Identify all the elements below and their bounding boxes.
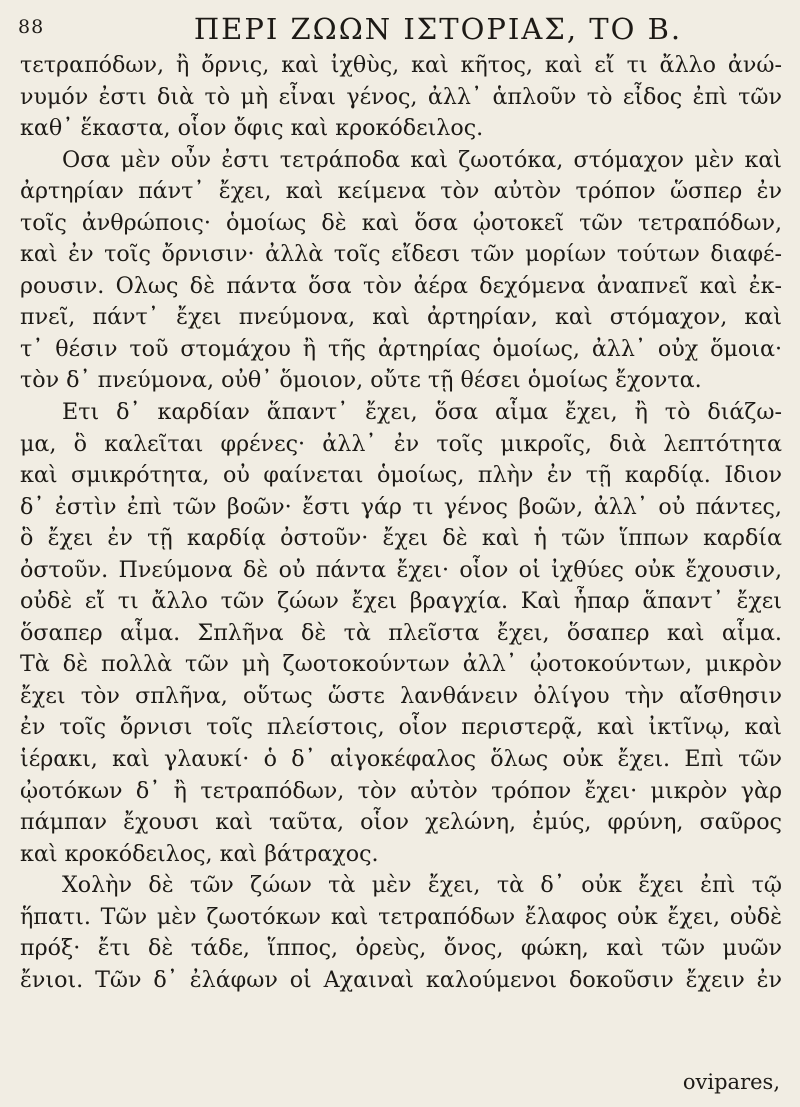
text-line: πνεῖ, πάντ᾽ ἔχει πνεύμονα, καὶ ἀρτηρίαν, καὶ στόμαχον, καὶ: [20, 304, 782, 331]
text-line: δ᾽ ἐστὶν ἐπὶ τῶν βοῶν· ἔστι γάρ τι γένος βοῶν, ἀλλ᾽ οὐ πάντες,: [20, 493, 782, 520]
page-header: [18, 10, 783, 50]
text-line: ἐν τοῖς ὄρνισι τοῖς πλείστοις, οἷον περιστερᾷ, καὶ ἰκτῖνῳ, καὶ: [20, 714, 782, 741]
text-line: τοῖς ἀνθρώποις· ὁμοίως δὲ καὶ ὅσα ᾠοτοκεῖ τῶν τετραπόδων,: [20, 209, 782, 236]
text-line: ἀρτηρίαν πάντ᾽ ἔχει, καὶ κείμενα τὸν αὐτὸν τρόπον ὥσπερ ἐν: [20, 178, 782, 205]
page-number: 88: [18, 16, 45, 38]
text-line: τὸν δ᾽ πνεύμονα, οὐθ᾽ ὅμοιον, οὔτε τῇ θέσει ὁμοίως ἔχοντα.: [20, 367, 702, 394]
text-line: νυμόν ἐστι διὰ τὸ μὴ εἶναι γένος, ἀλλ᾽ ἁπλοῦν τὸ εἶδος ἐπὶ τῶν: [20, 83, 782, 110]
text-line: ὅσαπερ αἷμα. Σπλῆνα δὲ τὰ πλεῖστα ἔχει, ὅσαπερ καὶ αἷμα.: [20, 619, 782, 646]
text-line: Χολὴν δὲ τῶν ζώων τὰ μὲν ἔχει, τὰ δ᾽ οὐκ ἔχει ἐπὶ τῷ: [62, 872, 782, 899]
text-line: πάμπαν ἔχουσι καὶ ταῦτα, οἷον χελώνη, ἐμύς, φρύνη, σαῦρος: [20, 809, 782, 836]
text-line: ὀστοῦν. Πνεύμονα δὲ οὐ πάντα ἔχει· οἷον οἱ ἰχθύες οὐκ ἔχουσιν,: [20, 556, 782, 583]
text-line: ρουσιν. Ολως δὲ πάντα ὅσα τὸν ἀέρα δεχόμενα ἀναπνεῖ καὶ ἐκ-: [20, 272, 782, 299]
text-line: Οσα μὲν οὖν ἐστι τετράποδα καὶ ζωοτόκα, στόμαχον μὲν καὶ: [62, 146, 782, 173]
catchword: ovipares,: [682, 1070, 780, 1094]
text-line: οὐδὲ εἴ τι ἄλλο τῶν ζώων ἔχει βραγχία. Καὶ ἧπαρ ἅπαντ᾽ ἔχει: [20, 588, 782, 615]
text-line: καὶ ἐν τοῖς ὄρνισιν· ἀλλὰ τοῖς εἴδεσι τῶν μορίων τούτων διαφέ-: [20, 241, 782, 268]
text-line: ἔχει τὸν σπλῆνα, οὕτως ὥστε λανθάνειν ὀλίγου τὴν αἴσθησιν: [20, 682, 782, 709]
text-line: ἔνιοι. Τῶν δ᾽ ἐλάφων οἱ Αχαιναὶ καλούμενοι δοκοῦσιν ἔχειν ἐν: [20, 966, 782, 993]
text-line: ἥπατι. Τῶν μὲν ζωοτόκων καὶ τετραπόδων ἔλαφος οὐκ ἔχει, οὐδὲ: [20, 903, 782, 930]
text-line: καὶ κροκόδειλος, καὶ βάτραχος.: [20, 840, 379, 867]
text-line: ὃ ἔχει ἐν τῇ καρδίᾳ ὀστοῦν· ἔχει δὲ καὶ ἡ τῶν ἵππων καρδία: [20, 525, 782, 552]
text-line: καὶ σμικρότητα, οὐ φαίνεται ὁμοίως, πλὴν ἐν τῇ καρδίᾳ. Ιδιον: [20, 462, 782, 489]
text-line: τετραπόδων, ἢ ὄρνις, καὶ ἰχθὺς, καὶ κῆτος, καὶ εἴ τι ἄλλο ἀνώ-: [20, 52, 782, 78]
running-head: ΠΕΡΙ ΖΩΩΝ ΙΣΤΟΡΙΑΣ, ΤΟ Β.: [193, 12, 683, 46]
text-line: πρόξ· ἔτι δὲ τάδε, ἵππος, ὀρεὺς, ὄνος, φώκη, καὶ τῶν μυῶν: [20, 935, 782, 962]
text-line: μα, ὃ καλεῖται φρένες· ἀλλ᾽ ἐν τοῖς μικροῖς, διὰ λεπτότητα: [20, 430, 782, 457]
text-line: ᾠοτόκων δ᾽ ἢ τετραπόδων, τὸν αὐτὸν τρόπον ἔχει· μικρὸν γὰρ: [20, 777, 782, 804]
text-line: ἱέρακι, καὶ γλαυκί· ὁ δ᾽ αἰγοκέφαλος ὅλως οὐκ ἔχει. Επὶ τῶν: [20, 746, 782, 773]
text-line: καθ᾽ ἕκαστα, οἷον ὄφις καὶ κροκόδειλος.: [20, 115, 484, 142]
body-text: [20, 50, 782, 996]
text-line: Ετι δ᾽ καρδίαν ἅπαντ᾽ ἔχει, ὅσα αἷμα ἔχει, ἢ τὸ διάζω-: [62, 399, 782, 426]
text-line: τ᾽ θέσιν τοῦ στομάχου ἢ τῆς ἀρτηρίας ὁμοίως, ἀλλ᾽ οὐχ ὅμοια·: [20, 335, 782, 362]
text-line: Τὰ δὲ πολλὰ τῶν μὴ ζωοτοκούντων ἀλλ᾽ ᾠοτοκούντων, μικρὸν: [20, 651, 782, 678]
